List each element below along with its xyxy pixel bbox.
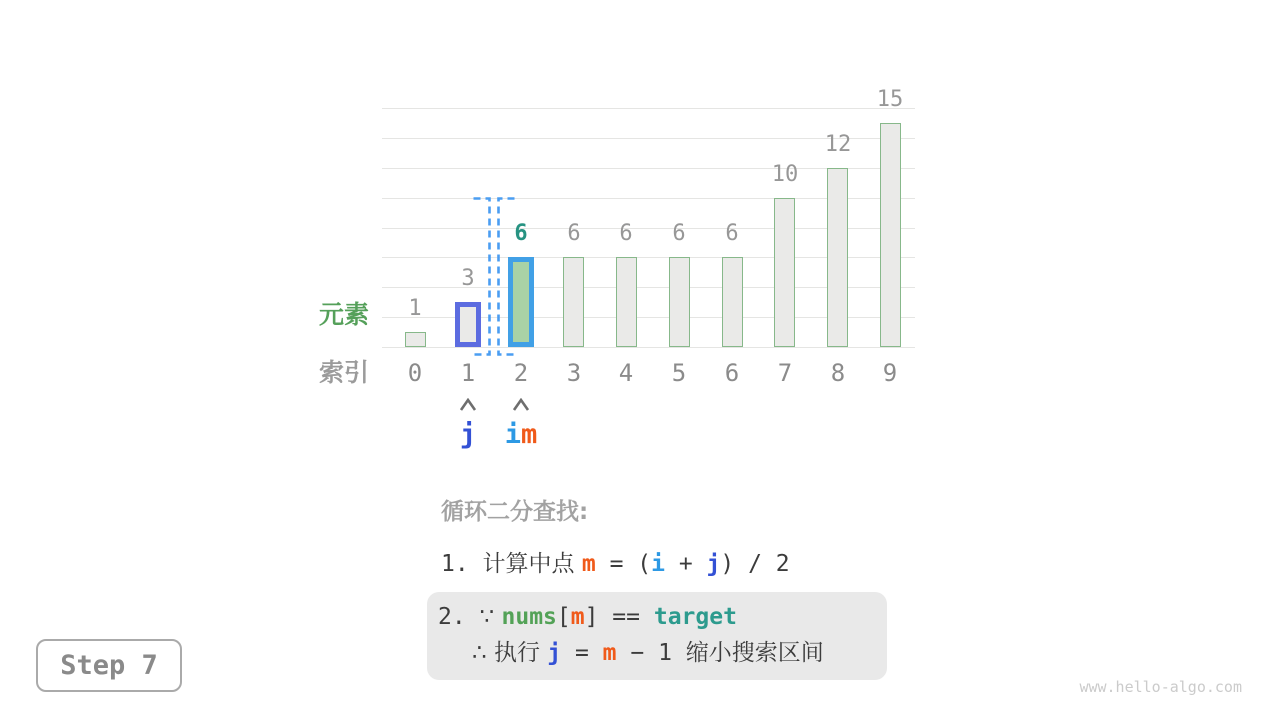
index-label-5: 5 [671,359,687,387]
text-segment-mono: = [561,640,603,666]
text-segment-plain: ∴ 执行 [472,640,548,666]
explanation-step2-box [427,592,887,680]
value-label-9: 15 [876,87,904,112]
search-interval-bracket-icon [470,195,520,359]
text-segment-mono: ) / 2 [720,551,790,577]
explanation-step2-line2 [438,635,887,671]
pointer-letter-i: i [504,419,521,450]
index-label-3: 3 [566,359,582,387]
text-segment-mono: + [664,551,707,577]
text-segment-mono: ] == [584,604,654,630]
value-label-3: 6 [567,221,581,246]
elements-row-label: 元素 [318,300,369,329]
text-segment-mono: 1. [441,551,483,577]
index-label-2: 2 [513,359,529,387]
text-segment-m: m [570,604,585,630]
explanation-heading: 循环二分查找: [441,499,589,525]
value-label-5: 6 [672,221,686,246]
bar-7 [774,198,795,347]
text-segment-j: j [547,640,562,666]
bar-9 [880,123,901,347]
text-segment-mono: 2. [438,604,480,630]
index-label-7: 7 [777,359,793,387]
value-label-4: 6 [619,221,633,246]
explanation-step2-line1 [438,599,887,635]
text-segment-m: m [581,551,596,577]
value-label-6: 6 [725,221,739,246]
text-segment-mono: [ [556,604,571,630]
text-segment-plain: 计算中点 [482,551,582,577]
text-segment-j: j [706,551,721,577]
index-label-8: 8 [830,359,846,387]
up-arrow-icon-index-2 [512,398,530,413]
bar-6 [722,257,743,347]
index-label-6: 6 [724,359,740,387]
value-label-2: 6 [514,221,528,246]
pointer-letter-m: m [521,419,538,450]
text-segment-m: m [602,640,617,666]
bar-4 [616,257,637,347]
pointer-label-im [486,420,556,450]
pointer-letter-j: j [459,419,477,450]
gridline-16 [382,108,915,109]
index-label-1: 1 [460,359,476,387]
index-label-0: 0 [407,359,423,387]
value-label-8: 12 [824,132,852,157]
value-label-7: 10 [771,162,799,187]
text-segment-i: i [651,551,665,577]
bar-8 [827,168,848,347]
text-segment-plain: ∵ [479,604,502,630]
bar-3 [563,257,584,347]
index-label-9: 9 [882,359,898,387]
text-segment-plain: 缩小搜索区间 [685,640,824,666]
index-row-label: 索引 [318,358,369,387]
value-label-0: 1 [408,296,422,321]
bar-0 [405,332,426,347]
up-arrow-icon-index-1 [459,398,477,413]
explanation-step1 [441,548,790,580]
text-segment-target: target [653,604,737,630]
watermark: www.hello-algo.com [1079,678,1242,696]
text-segment-mono: = ( [595,551,652,577]
gridline-0 [382,347,915,348]
text-segment-mono: − 1 [616,640,686,666]
value-label-1: 3 [461,266,475,291]
index-label-4: 4 [618,359,634,387]
bar-5 [669,257,690,347]
step-badge: Step 7 [36,639,182,692]
text-segment-nums: nums [501,604,557,630]
